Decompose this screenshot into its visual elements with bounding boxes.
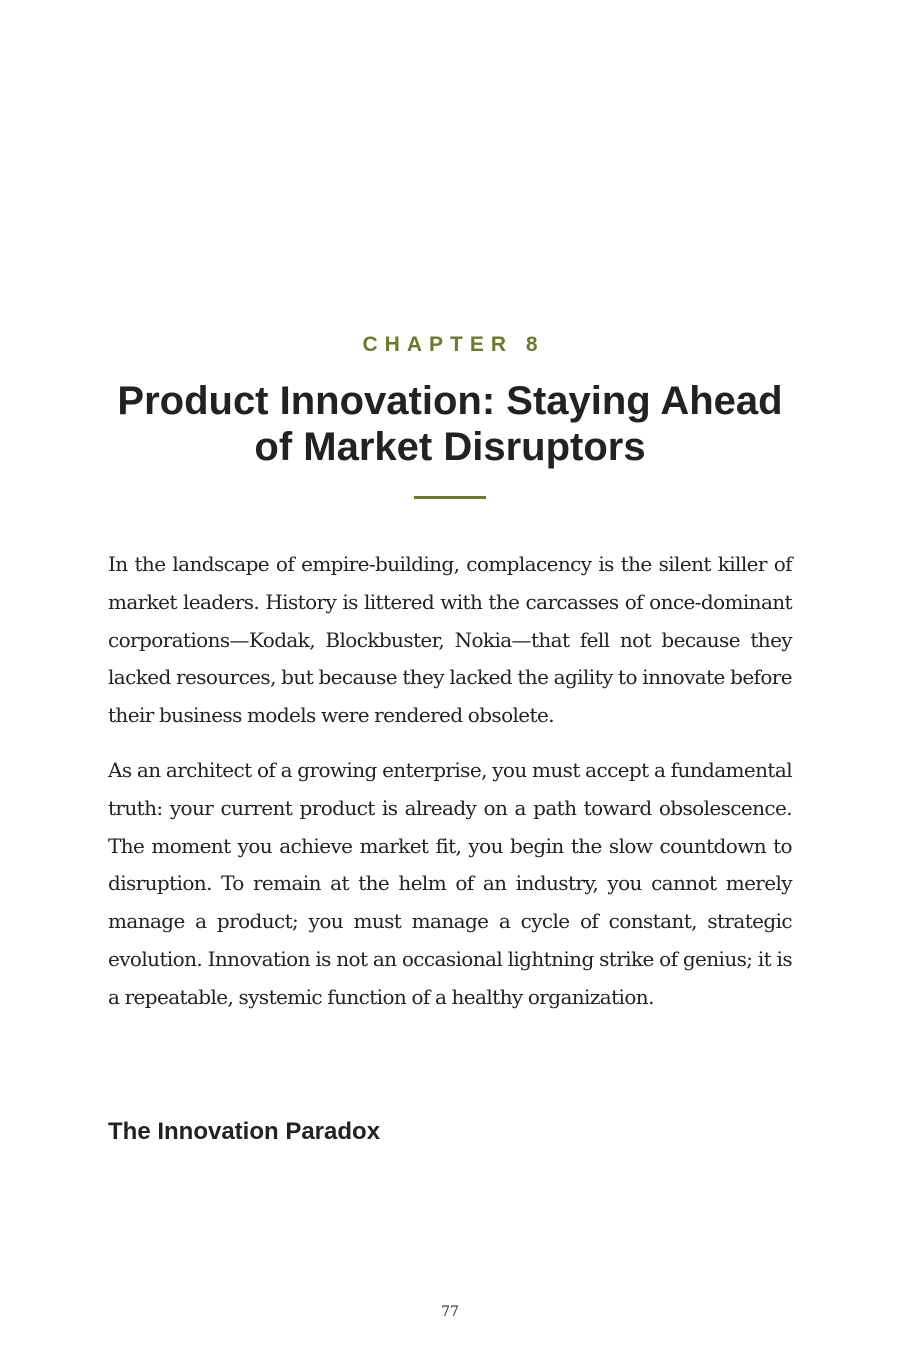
chapter-label: CHAPTER 8 (362, 333, 545, 356)
section-heading: The Innovation Paradox (108, 1118, 381, 1145)
paragraph-1: In the landscape of empire-building, complacency is the silent killer of market leaders. History is littered with the carcasses of once-dominant corporations—Kodak, Blockbuster, Nokia—that fell not because they lacked resources, but because they lacked the agility to innovate before their business models were rendered obsolete. (108, 552, 792, 728)
page-number: 77 (441, 1304, 459, 1320)
chapter-title: Product Innovation: Staying Ahead of Market Disruptors (117, 379, 783, 469)
paragraph-2: As an architect of a growing enterprise, you must accept a fundamental truth: your current product is already on a path toward obsolescence. The moment you achieve market fit, you begin the slow countdown to disruption. To remain at the helm of an industry, you cannot merely manage a product; you must manage a cycle of constant, strategic evolution. Innovation is not an occasional lightning strike of genius; it is a repeatable, systemic function of a healthy organization. (108, 757, 792, 1009)
title-divider (414, 496, 486, 499)
body-text (108, 546, 792, 1034)
